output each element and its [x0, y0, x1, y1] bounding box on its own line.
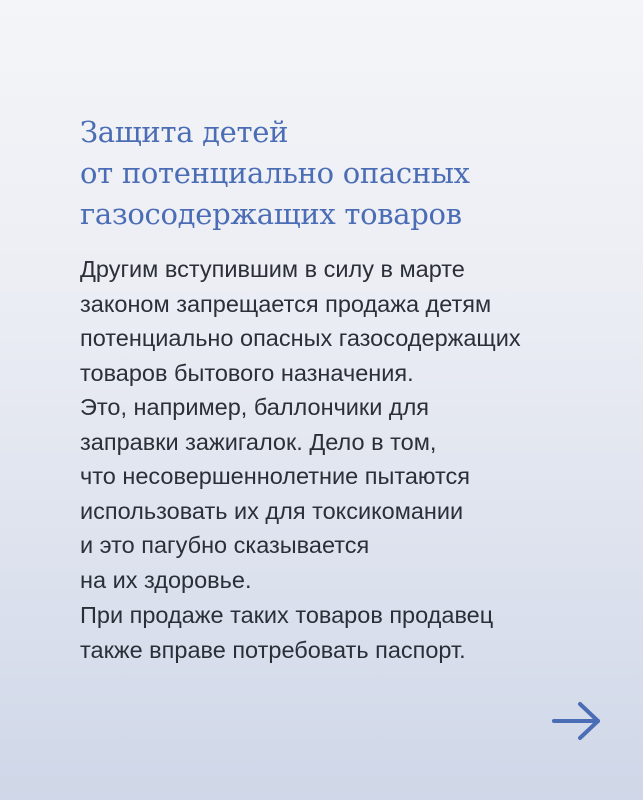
text-line: законом запрещается продажа детям — [80, 290, 492, 317]
text-line: на их здоровье. — [80, 566, 252, 593]
arrow-right-icon — [548, 696, 608, 746]
body-paragraph-1 — [80, 252, 620, 597]
text-line: Другим вступившим в силу в марте — [80, 256, 465, 282]
slide-title — [80, 112, 620, 235]
next-slide-button[interactable] — [548, 696, 608, 746]
text-line: товаров бытового назначения. — [80, 359, 414, 386]
title-line: от потенциально опасных — [80, 156, 470, 190]
text-line: При продаже таких товаров продавец — [80, 602, 494, 628]
text-line: что несовершеннолетние пытаются — [80, 463, 470, 489]
text-line: использовать их для токсикомании — [80, 497, 464, 524]
text-line: потенциально опасных газосодержащих — [80, 325, 521, 351]
text-line: Это, например, баллончики для — [80, 394, 430, 420]
title-line: Защита детей — [80, 115, 289, 149]
title-line: газосодержащих товаров — [80, 197, 462, 231]
body-paragraph-2 — [80, 598, 620, 667]
text-line: заправки зажигалок. Дело в том, — [80, 428, 437, 455]
text-line: и это пагубно сказывается — [80, 532, 370, 558]
text-line: также вправе потребовать паспорт. — [80, 636, 466, 663]
